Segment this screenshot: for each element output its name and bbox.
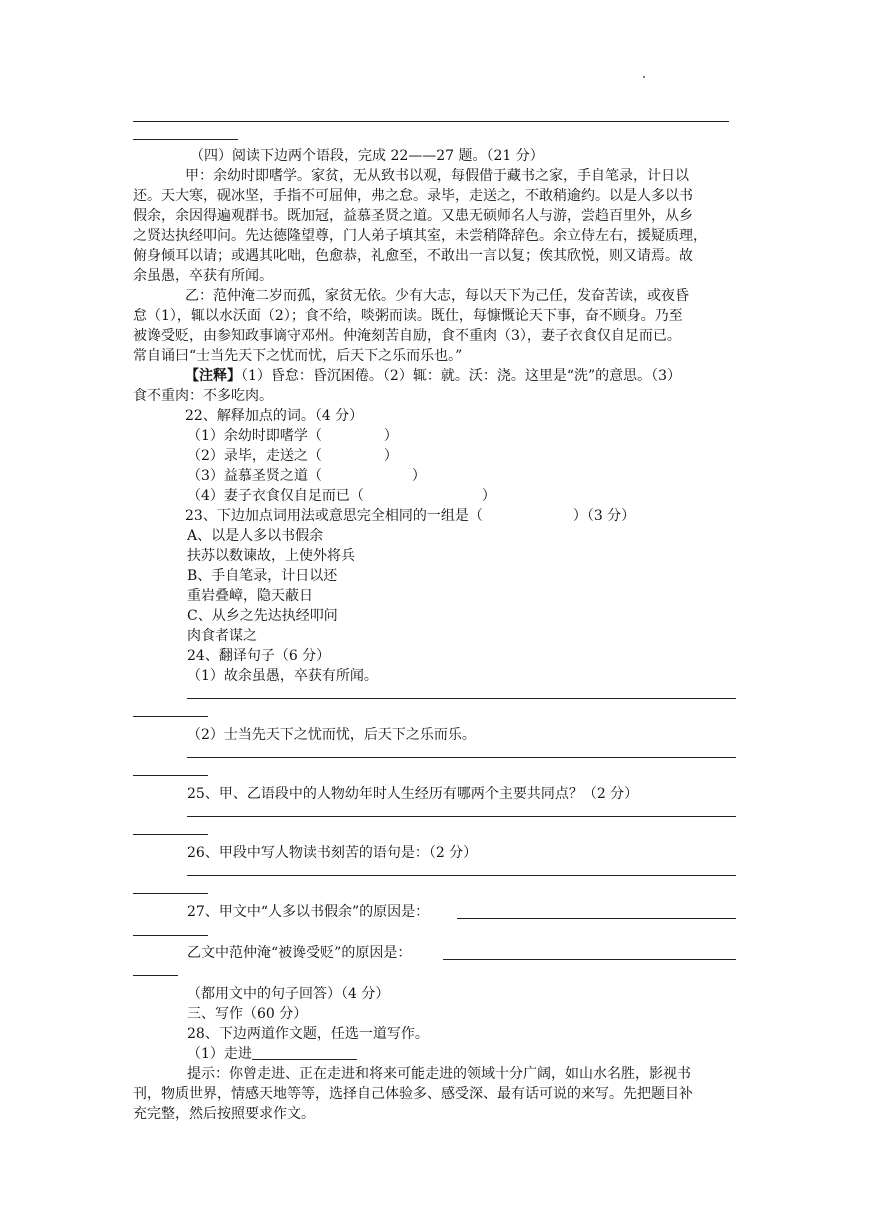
q22-close-paren: ） [383,448,398,464]
section-heading: （四）阅读下边两个语段，完成 22——27 题。（21 分） [190,148,544,164]
passage-line: 乙：范仲淹二岁而孤，家贫无依。少有大志，每以天下为己任，发奋苦读，或夜昏 [185,288,689,304]
essay-topic-blank[interactable] [252,1045,357,1060]
hint-line: 刊，物质世界，情感天地等等，选择自己体验多、感受深、最有话可说的来写。先把题目补 [133,1086,693,1102]
q27-answer-line-2b[interactable] [133,975,178,976]
q22-item-text: （2）录毕，走送之（ [187,448,322,464]
question-27-line-2: 乙文中范仲淹“被谗受贬”的原因是： [187,945,412,961]
annotation-text: （1）昏怠：昏沉困倦。（2）辄：就。沃：浇。这里是“洗”的意思。（3） [241,368,682,384]
q27-note: （都用文中的句子回答）（4 分） [187,986,390,1002]
passage-line: 还。天大寒，砚冰坚，手指不可屈伸，弗之怠。录毕，走送之，不敢稍逾约。以是人多以书 [133,188,693,204]
q22-item-3 [187,466,426,486]
corner-dot [643,76,645,78]
writing-section-title: 三、写作（60 分） [187,1006,308,1022]
question-26-title: 26、甲段中写人物读书刻苦的语句是：（2 分） [187,845,478,861]
question-23-title [185,506,635,526]
passage-line: 甲：余幼时即嗜学。家贫，无从致书以观，每假借于藏书之家，手自笔录，计日以 [185,168,689,184]
essay-topic-1 [187,1044,357,1064]
annotation-line [185,366,681,386]
passage-line: 假余，余因得遍观群书。既加冠，益慕圣贤之道。又患无硕师名人与游，尝趋百里外，从乡 [133,208,693,224]
question-22-title: 22、解释加点的词。（4 分） [185,408,364,424]
q23-option-line: 重岩叠嶂，隐天蔽日 [187,588,313,604]
answer-line-top-short [133,139,238,140]
q23-title-a: 23、下边加点词用法或意思完全相同的一组是（ [185,508,483,524]
essay-topic-1-text: （1）走进 [187,1046,252,1062]
q22-close-paren: ） [411,468,426,484]
question-28-title: 28、下边两道作文题，任选一道写作。 [187,1026,429,1042]
passage-line: 俯身倾耳以请；或遇其叱咄，色愈恭，礼愈至，不敢出一言以复；俟其欣悦，则又请焉。故 [133,248,693,264]
q22-item-2 [187,446,398,466]
q26-answer-line-b[interactable] [133,893,208,894]
q22-close-paren: ） [481,488,496,504]
q26-answer-line[interactable] [187,875,736,876]
q24-answer-line-2[interactable] [187,757,736,758]
q24-sentence-1: （1）故余虽愚，卒获有所闻。 [187,668,378,684]
q23-option-line: B、手自笔录，计日以还 [187,568,338,584]
passage-line: 常自诵曰“士当先天下之忧而忧，后天下之乐而乐也。” [133,348,463,364]
q25-answer-line-b[interactable] [133,834,208,835]
q22-item-4 [187,486,496,506]
q23-option-line: A、以是人多以书假余 [187,528,324,544]
q27-answer-line-1b[interactable] [133,935,208,936]
question-25-title: 25、甲、乙语段中的人物幼年时人生经历有哪两个主要共同点？（2 分） [187,786,639,802]
q22-item-text: （1）余幼时即嗜学（ [187,428,322,444]
hint-line: 充完整，然后按照要求作文。 [133,1106,315,1122]
passage-line: 怠（1），辄以水沃面（2）；食不给，啖粥而读。既仕，每慷慨论天下事，奋不顾身。乃至 [133,308,683,324]
q23-option-line: C、从乡之先达执经叩问 [187,608,338,624]
passage-line: 余虽愚，卒获有所闻。 [133,268,273,284]
q24-sentence-2: （2）士当先天下之忧而忧，后天下之乐而乐。 [187,727,476,743]
q22-item-1 [187,426,398,446]
q24-answer-line-2b[interactable] [133,775,208,776]
q22-item-text: （3）益慕圣贤之道（ [187,468,322,484]
q22-close-paren: ） [383,428,398,444]
passage-line: 之贤达执经叩问。先达德隆望尊，门人弟子填其室，未尝稍降辞色。余立侍左右，援疑质理， [133,228,707,244]
q22-item-text: （4）妻子衣食仅自足而已（ [187,488,364,504]
question-24-title: 24、翻译句子（6 分） [187,648,331,664]
q24-answer-line-1[interactable] [187,698,736,699]
q23-option-line: 扶苏以数谏故，上使外将兵 [187,548,355,564]
q27-answer-line-2[interactable] [443,959,736,960]
q27-answer-line-1[interactable] [457,918,736,919]
question-27-line-1: 27、甲文中“人多以书假余”的原因是： [187,904,430,920]
q23-option-line: 肉食者谋之 [187,628,257,644]
annotation-label: 【注释】 [185,368,241,384]
q23-title-b: ）（3 分） [572,508,636,524]
annotation-line-2: 食不重肉：不多吃肉。 [133,388,273,404]
hint-line: 提示：你曾走进、正在走进和将来可能走进的领域十分广阔，如山水名胜，影视书 [187,1066,691,1082]
passage-line: 被谗受贬，由参知政事谪守邓州。仲淹刻苦自励，食不重肉（3），妻子衣食仅自足而已。 [133,328,681,344]
answer-line-top [133,121,729,122]
q24-answer-line-1b[interactable] [133,716,208,717]
q25-answer-line[interactable] [187,816,736,817]
